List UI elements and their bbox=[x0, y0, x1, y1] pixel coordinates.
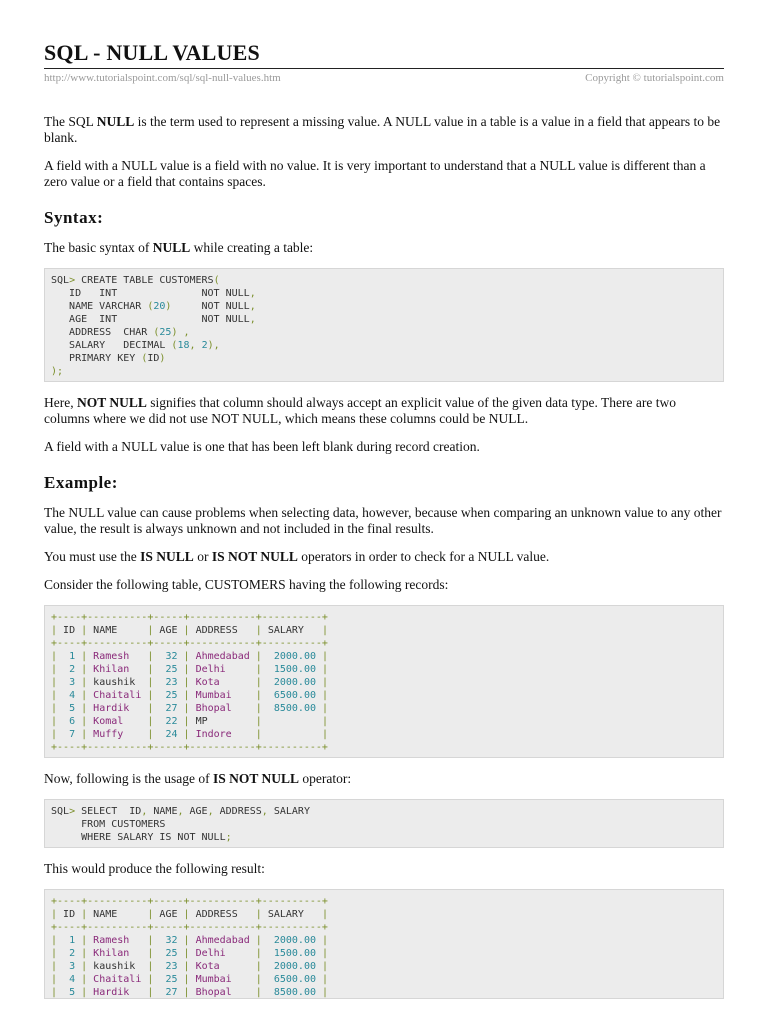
blank-field-paragraph: A field with a NULL value is one that has been left blank during record creation. bbox=[44, 439, 480, 454]
text: Now, following is the usage of bbox=[44, 771, 213, 786]
document-page bbox=[44, 0, 724, 999]
syntax-paragraph bbox=[44, 240, 724, 256]
example-heading: Example: bbox=[44, 473, 118, 492]
text: Here, bbox=[44, 395, 77, 410]
bold-text: IS NOT NULL bbox=[212, 771, 300, 786]
create-code-line: ID INT NOT NULL, bbox=[51, 288, 256, 299]
create-code-line: PRIMARY KEY (ID) bbox=[51, 353, 166, 364]
table-row: | 7 | Muffy | 24 | Indore | | bbox=[51, 729, 329, 740]
table-border: +----+----------+-----+-----------+----------+ bbox=[51, 612, 328, 623]
table-header: | ID | NAME | AGE | ADDRESS | SALARY | bbox=[51, 625, 329, 636]
copyright: Copyright © tutorialspoint.com bbox=[585, 72, 724, 84]
create-code-line: SQL> CREATE TABLE CUSTOMERS( bbox=[51, 275, 220, 286]
table-border: +----+----------+-----+-----------+----------+ bbox=[51, 922, 328, 933]
example-paragraph-1: The NULL value can cause problems when selecting data, however, because when comparing an unknown value to any other value, the result is always unknown and not included in the final results. bbox=[44, 505, 722, 536]
table-row: | 3 | kaushik | 23 | Kota | 2000.00 | bbox=[51, 677, 329, 688]
bold-text: IS NULL bbox=[140, 549, 194, 564]
customers-table-block bbox=[44, 605, 724, 758]
source-url[interactable]: http://www.tutorialspoint.com/sql/sql-null-values.htm bbox=[44, 72, 281, 84]
select-code-line: WHERE SALARY IS NOT NULL; bbox=[51, 832, 232, 843]
create-code-line: ); bbox=[51, 366, 64, 377]
example-paragraph-2 bbox=[44, 549, 724, 565]
bold-text: NULL bbox=[152, 240, 191, 255]
create-code-line: NAME VARCHAR (20) NOT NULL, bbox=[51, 301, 256, 312]
create-code-line: SALARY DECIMAL (18, 2), bbox=[51, 340, 220, 351]
bold-text: NULL bbox=[96, 114, 135, 129]
example-paragraph-5: This would produce the following result: bbox=[44, 861, 265, 876]
intro-paragraph-1 bbox=[44, 114, 724, 146]
table-border: +----+----------+-----+-----------+----------+ bbox=[51, 638, 328, 649]
table-border: +----+----------+-----+-----------+----------+ bbox=[51, 742, 328, 753]
table-row: | 4 | Chaitali | 25 | Mumbai | 6500.00 | bbox=[51, 690, 329, 701]
table-border: +----+----------+-----+-----------+----------+ bbox=[51, 896, 328, 907]
title-rule bbox=[44, 68, 724, 69]
text: operator: bbox=[299, 771, 352, 786]
bold-text: IS NOT NULL bbox=[211, 549, 298, 564]
table-row: | 5 | Hardik | 27 | Bhopal | 8500.00 | bbox=[51, 987, 329, 998]
example-paragraph-4 bbox=[44, 771, 724, 787]
create-table-code-block bbox=[44, 268, 724, 382]
text: or bbox=[193, 549, 212, 564]
create-code-line: ADDRESS CHAR (25) , bbox=[51, 327, 190, 338]
text: is the term used to represent a missing value. A NULL value in a table is a value in a field that appears to be blank. bbox=[44, 114, 721, 145]
bold-text: NOT NULL bbox=[76, 395, 147, 410]
not-null-paragraph bbox=[44, 395, 724, 427]
text: signifies that column should always accept an explicit value of the given data type. There are two columns where we did not use NOT NULL, which means these columns could be NULL. bbox=[44, 395, 676, 426]
intro-paragraph-2: A field with a NULL value is a field with no value. It is very important to understand that a NULL value is different than a zero value or a field that contains spaces. bbox=[44, 158, 706, 189]
table-row: | 1 | Ramesh | 32 | Ahmedabad | 2000.00 | bbox=[51, 651, 329, 662]
text: The SQL bbox=[44, 114, 97, 129]
text: operators in order to check for a NULL value. bbox=[297, 549, 550, 564]
header-meta bbox=[44, 72, 724, 84]
table-row: | 2 | Khilan | 25 | Delhi | 1500.00 | bbox=[51, 948, 329, 959]
text: The basic syntax of bbox=[44, 240, 153, 255]
table-row: | 2 | Khilan | 25 | Delhi | 1500.00 | bbox=[51, 664, 329, 675]
text: while creating a table: bbox=[190, 240, 314, 255]
text: You must use the bbox=[44, 549, 141, 564]
table-row: | 6 | Komal | 22 | MP | | bbox=[51, 716, 329, 727]
table-header: | ID | NAME | AGE | ADDRESS | SALARY | bbox=[51, 909, 329, 920]
result-table-block bbox=[44, 889, 724, 999]
select-code-line: FROM CUSTOMERS bbox=[51, 819, 166, 830]
table-row: | 3 | kaushik | 23 | Kota | 2000.00 | bbox=[51, 961, 329, 972]
example-paragraph-3: Consider the following table, CUSTOMERS having the following records: bbox=[44, 577, 449, 592]
syntax-heading: Syntax: bbox=[44, 208, 104, 227]
table-row: | 4 | Chaitali | 25 | Mumbai | 6500.00 | bbox=[51, 974, 329, 985]
select-code-line: SQL> SELECT ID, NAME, AGE, ADDRESS, SALARY bbox=[51, 806, 310, 817]
select-code-block bbox=[44, 799, 724, 848]
page-title: SQL - NULL VALUES bbox=[44, 40, 260, 65]
table-row: | 5 | Hardik | 27 | Bhopal | 8500.00 | bbox=[51, 703, 329, 714]
table-row: | 1 | Ramesh | 32 | Ahmedabad | 2000.00 | bbox=[51, 935, 329, 946]
create-code-line: AGE INT NOT NULL, bbox=[51, 314, 256, 325]
